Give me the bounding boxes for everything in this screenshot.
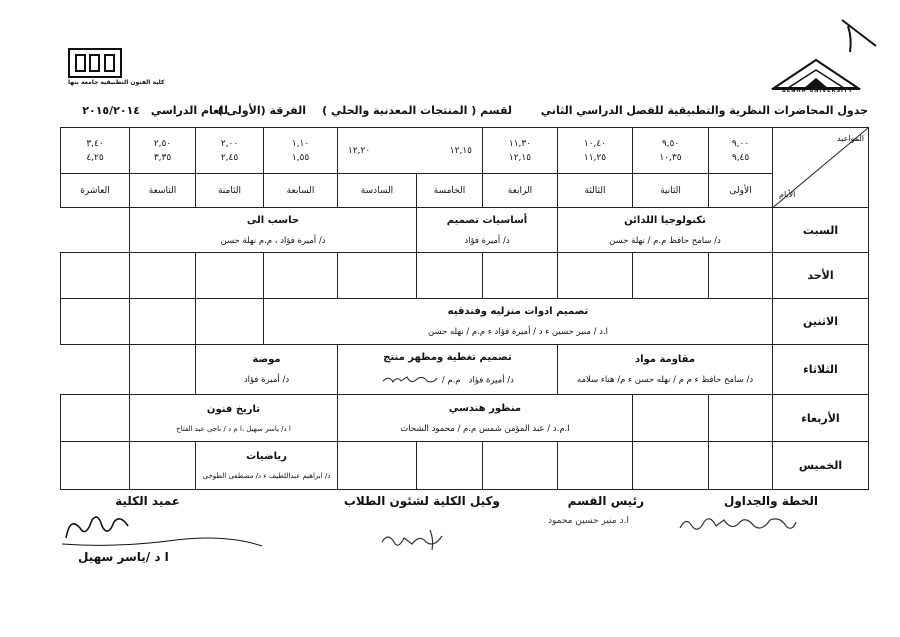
session-cell: تكنولوجيا اللدائن د/ سامح حافظ م.م / نهلة حسن xyxy=(558,208,773,252)
plan-schedules-label: الخطة والجداول xyxy=(723,494,818,508)
session-cell: تاريخ فنون ا د/ ياسر سهيل ،ا م د / ناجى عبد الفتاح xyxy=(130,395,338,441)
x-mark-icon xyxy=(838,16,880,56)
empty-cell xyxy=(633,441,709,489)
document-title xyxy=(60,104,868,122)
empty-cell xyxy=(709,395,773,441)
level-label: الفرقة (الأولى ) xyxy=(217,104,306,117)
session-cell: منظور هندسي ا.م.د / عبد المؤمن شمس م.م / محمود الشحات xyxy=(338,395,633,441)
period-5-label: الخامسة xyxy=(417,174,483,208)
schedule-table xyxy=(60,127,869,490)
empty-cell xyxy=(196,252,264,298)
dean-name: ا د /ياسر سهيل xyxy=(78,550,169,564)
dean-label: عميد الكلية xyxy=(115,494,180,508)
department-label: لقسم ( المنتجات المعدنية والحلي ) xyxy=(322,104,512,117)
vice-dean-signature-icon xyxy=(378,524,456,554)
days-label: الأيام xyxy=(779,190,796,200)
period-5-6-time: ١٢,١٥ ١٢,٢٠ xyxy=(338,128,483,174)
department-head-label: رئيس القسم xyxy=(567,494,644,508)
vice-dean-label: وكيل الكلية لشئون الطلاب xyxy=(343,494,500,508)
session-cell: تصميم تغطية ومظهر منتج د/ أميرة فؤاد م.م / xyxy=(338,345,558,395)
period-6-time: ١,١٠ ١,٥٥ xyxy=(264,128,338,174)
dean-signature-icon xyxy=(56,508,266,554)
session-cell: موضة د/ أميرة فؤاد xyxy=(196,345,338,395)
empty-cell xyxy=(196,298,264,344)
empty-cell xyxy=(130,298,196,344)
empty-cell xyxy=(338,441,417,489)
empty-cell xyxy=(264,252,338,298)
period-9-label: التاسعة xyxy=(130,174,196,208)
session-cell: أساسيات تصميم د/ أميرة فؤاد xyxy=(417,208,558,252)
empty-cell xyxy=(558,441,633,489)
session-cell: حاسب الى د/ أميرة فؤاد ، م.م نهلة حسن xyxy=(130,208,417,252)
empty-cell xyxy=(709,441,773,489)
period-7-time: ٢,٠٠ ٢,٤٥ xyxy=(196,128,264,174)
empty-cell xyxy=(61,441,130,489)
day-thursday: الخميس xyxy=(773,441,869,489)
empty-cell xyxy=(338,252,417,298)
empty-cell xyxy=(483,441,558,489)
session-cell: رياضيات د/ ابراهيم عبداللطيف ء د/ مصطفى الطوخى xyxy=(196,441,338,489)
period-10-label: العاشرة xyxy=(61,174,130,208)
empty-cell xyxy=(130,345,196,395)
empty-cell xyxy=(130,252,196,298)
empty-cell xyxy=(61,298,130,344)
period-1-time: ٩,٠٠ ٩,٤٥ xyxy=(709,128,773,174)
empty-cell xyxy=(633,395,709,441)
year-label: للعام الدراسي xyxy=(150,104,228,117)
day-wednesday: الأربعاء xyxy=(773,395,869,441)
empty-cell xyxy=(61,395,130,441)
day-tuesday: الثلاثاء xyxy=(773,345,869,395)
day-saturday: السبت xyxy=(773,208,869,252)
plan-signature-icon xyxy=(676,510,800,540)
times-label: المواعيد xyxy=(836,134,864,143)
period-6-label: السادسة xyxy=(338,174,417,208)
university-logo: BENHA UNIVERSITY xyxy=(770,52,862,98)
session-cell: مقاومة مواد د/ سامح حافظ ء م م / نهله حسن ء م/ هناء سلامه xyxy=(558,345,773,395)
handwritten-signature-icon xyxy=(381,373,439,387)
empty-cell xyxy=(417,441,483,489)
period-2-time: ٩,٥٠ ١٠,٣٥ xyxy=(633,128,709,174)
period-1-label: الأولى xyxy=(709,174,773,208)
academic-year: ٢٠١٥/٢٠١٤ xyxy=(82,104,140,117)
period-4-label: الرابعة xyxy=(483,174,558,208)
period-8-label: الثامنة xyxy=(196,174,264,208)
period-3-time: ١٠,٤٠ ١١,٢٥ xyxy=(558,128,633,174)
period-3-label: الثالثة xyxy=(558,174,633,208)
session-cell: تصميم ادوات منزليه وفندقيه ا.د / منير حسين ء د / أميرة فؤاد ء م.م / نهله حسن xyxy=(264,298,773,344)
day-sunday: الأحد xyxy=(773,252,869,298)
empty-cell xyxy=(483,252,558,298)
day-monday: الاثنين xyxy=(773,298,869,344)
empty-cell xyxy=(130,441,196,489)
empty-cell xyxy=(633,252,709,298)
table-corner xyxy=(773,128,869,208)
period-9-time: ٣,٤٠ ٤,٢٥ xyxy=(61,128,130,174)
schedule-title: جدول المحاضرات النظرية والتطبيقية للفصل الدراسي الثاني xyxy=(540,104,868,117)
period-7-label: السابعة xyxy=(264,174,338,208)
period-4-time: ١١,٣٠ ١٢,١٥ xyxy=(483,128,558,174)
empty-cell xyxy=(61,252,130,298)
empty-cell xyxy=(558,252,633,298)
empty-cell xyxy=(709,252,773,298)
empty-cell xyxy=(417,252,483,298)
department-head-handwritten-name: ا.د منير حسين محمود xyxy=(548,516,629,526)
period-8-time: ٢,٥٠ ٣,٣٥ xyxy=(130,128,196,174)
period-2-label: الثانية xyxy=(633,174,709,208)
college-logo: كلية الفنون التطبيقية جامعة بنها xyxy=(68,48,124,92)
